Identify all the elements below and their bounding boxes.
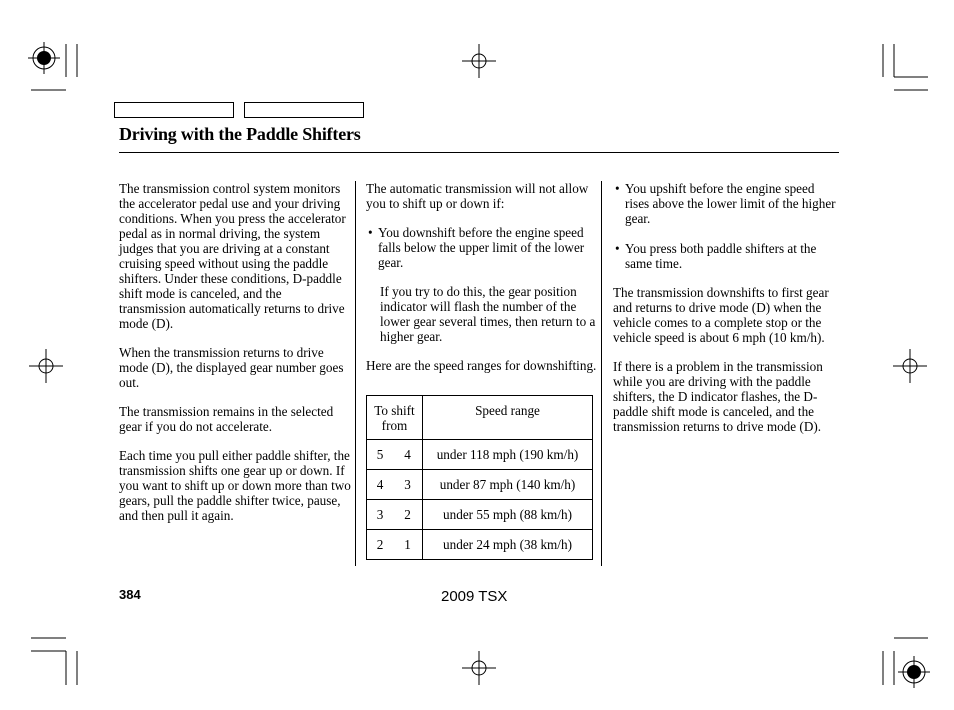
bullet-dot: • [615,241,620,256]
bullet-text: You downshift before the engine speed falls below the upper limit of the lower gear. [378,225,585,270]
model-name: 2009 TSX [441,588,508,605]
bullet-dot: • [368,225,373,240]
header-tab-left [114,102,234,118]
column-3 [613,181,841,448]
bullet-text: You press both paddle shifters at the same time. [625,241,817,271]
cell-to: 4 [393,440,423,470]
paragraph: Here are the speed ranges for downshifting. [366,358,597,373]
paragraph: If there is a problem in the transmission while you are driving with the paddle shifters, the D indicator flashes, the D-paddle shift mode is canceled, and the transmission returns to drive mode (D). [613,359,823,434]
speed-range-table [366,395,593,560]
column-2 [366,181,598,373]
bullet-dot: • [615,181,620,196]
paragraph: The transmission remains in the selected gear if you do not accelerate. [119,404,334,434]
cell-range: under 118 mph (190 km/h) [423,440,593,470]
column-divider-2 [601,181,602,566]
paragraph: The transmission control system monitors the accelerator pedal use and your driving conditions. When you press the accelerator pedal as in normal driving, the system judges that you are driving at a constant cruising speed without using the paddle shifters. Under these conditions, D-paddle shift mode is canceled, and the transmission automatically returns to drive mode (D). [119,181,346,331]
paragraph: The transmission downshifts to first gear and returns to drive mode (D) when the vehicle comes to a complete stop or the vehicle speed is about 6 mph (10 km/h). [613,285,829,345]
paragraph: The automatic transmission will not allow you to shift up or down if: [366,181,589,211]
header-speed-range: Speed range [423,396,593,440]
cell-to: 1 [393,530,423,560]
cell-range: under 55 mph (88 km/h) [423,500,593,530]
table-row [367,470,593,500]
table-row [367,440,593,470]
cell-to: 3 [393,470,423,500]
paragraph: Each time you pull either paddle shifter, the transmission shifts one gear up or down. If you want to shift up or down more than two gears, pull the paddle shifter twice, pause, and then pull it again. [119,448,351,523]
column-divider-1 [355,181,356,566]
title-rule [119,152,839,153]
bullet-item [613,241,841,271]
paragraph: If you try to do this, the gear position indicator will flash the number of the lower gear several times, then return to a higher gear. [380,284,596,344]
cell-from: 5 [367,440,394,470]
cell-range: under 87 mph (140 km/h) [423,470,593,500]
cell-from: 2 [367,530,394,560]
header-to-shift-from: To shift from [367,396,423,440]
page-title: Driving with the Paddle Shifters [119,124,361,144]
table-header-row [367,396,593,440]
bullet-item [613,181,841,226]
page-number: 384 [119,587,141,602]
table-row [367,500,593,530]
table-row [367,530,593,560]
column-1 [119,181,351,537]
cell-to: 2 [393,500,423,530]
bullet-item [366,225,598,270]
bullet-text: You upshift before the engine speed rises above the lower limit of the higher gear. [625,181,836,226]
header-tab-right [244,102,364,118]
cell-from: 3 [367,500,394,530]
paragraph: When the transmission returns to drive mode (D), the displayed gear number goes out. [119,345,344,390]
cell-from: 4 [367,470,394,500]
cell-range: under 24 mph (38 km/h) [423,530,593,560]
